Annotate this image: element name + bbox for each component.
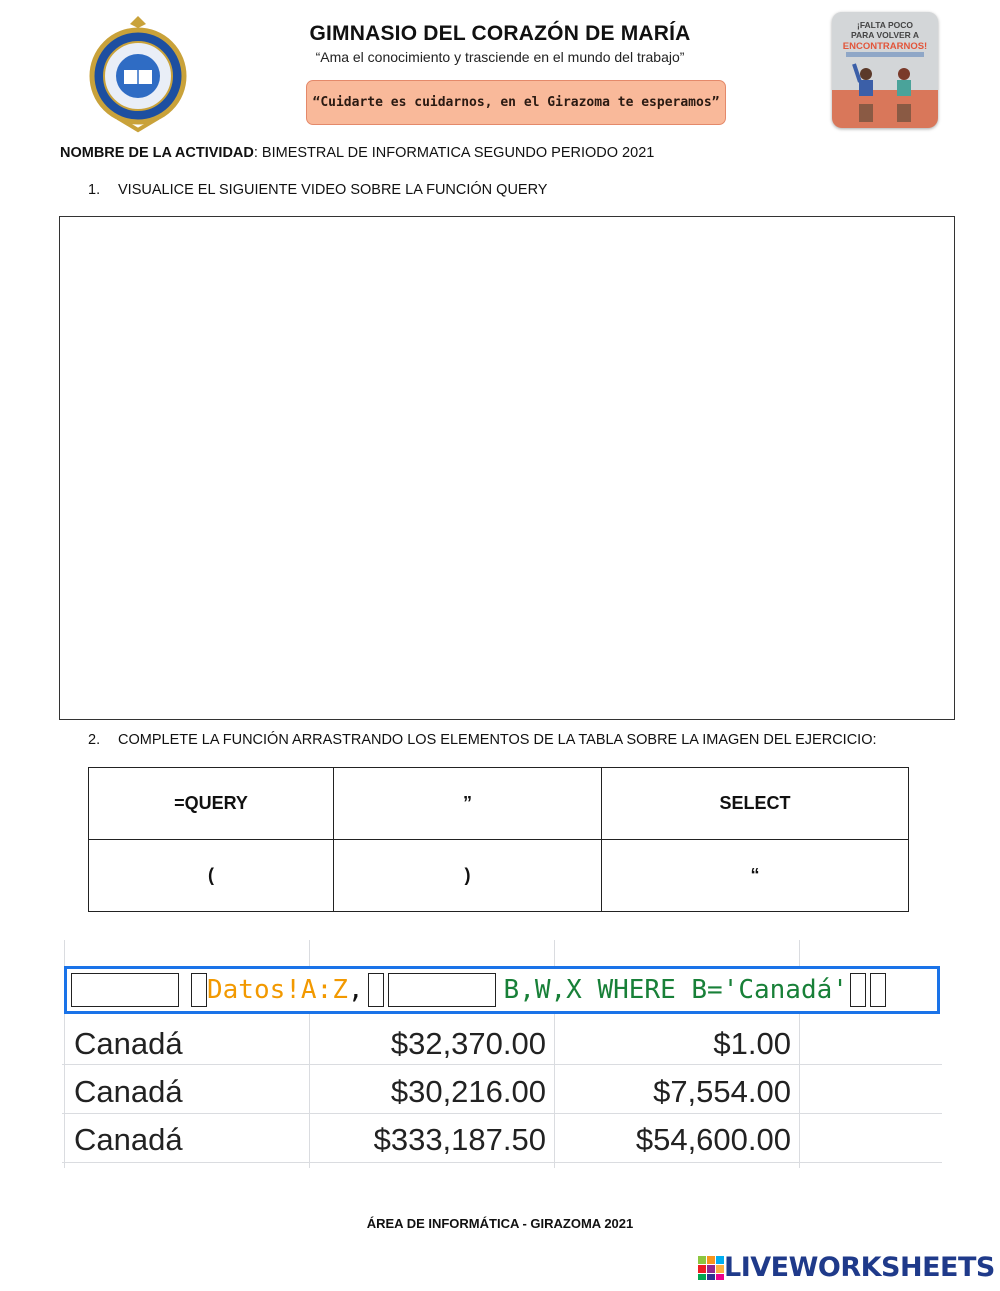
- drop-slot[interactable]: [368, 973, 384, 1007]
- tokens-row: [89, 768, 909, 840]
- question-1-text: VISUALICE EL SIGUIENTE VIDEO SOBRE LA FUNCIÓN QUERY: [118, 182, 548, 198]
- token-close-quote[interactable]: ”: [334, 768, 602, 840]
- question-1: [88, 182, 547, 198]
- drop-slot[interactable]: [850, 973, 866, 1007]
- grid-line: [62, 1113, 942, 1114]
- poster-line-1: ¡FALTA POCO: [856, 20, 914, 30]
- cell-amount: $333,187.50: [373, 1122, 546, 1157]
- formula-range: Datos!A:Z: [207, 975, 348, 1005]
- school-motto: “Ama el conocimiento y trasciende en el mundo del trabajo”: [315, 49, 685, 65]
- drop-slot[interactable]: [870, 973, 886, 1007]
- cell-amount: $32,370.00: [390, 1026, 546, 1061]
- school-name: GIMNASIO DEL CORAZÓN DE MARÍA: [309, 22, 691, 45]
- campaign-poster: [832, 12, 938, 128]
- cell-country: Canadá: [74, 1074, 183, 1109]
- school-logo: [88, 14, 188, 134]
- formula-query-text: B,W,X WHERE B='Canadá': [503, 975, 848, 1005]
- activity-name: [60, 145, 654, 161]
- cell-amount: $7,554.00: [653, 1074, 791, 1109]
- token-select[interactable]: SELECT: [602, 768, 909, 840]
- token-query[interactable]: =QUERY: [89, 768, 334, 840]
- cell-amount: $30,216.00: [390, 1074, 546, 1109]
- token-open-quote[interactable]: “: [602, 840, 909, 912]
- activity-value: : BIMESTRAL DE INFORMATICA SEGUNDO PERIODO 2021: [253, 145, 655, 161]
- poster-line-3: ENCONTRARNOS!: [842, 41, 928, 52]
- formula-comma: ,: [347, 975, 364, 1005]
- activity-label: NOMBRE DE LA ACTIVIDAD: [60, 145, 254, 161]
- liveworksheets-text: LIVEWORKSHEETS: [724, 1252, 995, 1283]
- question-2-number: 2.: [88, 732, 101, 748]
- question-2-text: COMPLETE LA FUNCIÓN ARRASTRANDO LOS ELEMENTOS DE LA TABLA SOBRE LA IMAGEN DEL EJERCICIO:: [118, 732, 877, 748]
- tokens-table: [88, 767, 909, 912]
- tokens-row: [89, 840, 909, 912]
- question-2: [88, 732, 877, 748]
- poster-line-2: PARA VOLVER A: [850, 30, 920, 40]
- cell-amount: $54,600.00: [635, 1122, 791, 1157]
- liveworksheets-watermark: [698, 1252, 995, 1283]
- grid-line: [62, 1064, 942, 1065]
- liveworksheets-logo-icon: [698, 1255, 724, 1281]
- cell-country: Canadá: [74, 1026, 183, 1061]
- spreadsheet-exercise: [62, 940, 942, 1170]
- footer-text: ÁREA DE INFORMÁTICA - GIRAZOMA 2021: [366, 1216, 634, 1231]
- cell-amount: $1.00: [713, 1026, 791, 1061]
- cell-country: Canadá: [74, 1122, 183, 1157]
- formula-bar: [64, 966, 940, 1014]
- grid-line: [62, 1162, 942, 1163]
- question-1-number: 1.: [88, 182, 101, 198]
- video-placeholder[interactable]: [59, 216, 955, 720]
- drop-slot[interactable]: [191, 973, 207, 1007]
- drop-slot[interactable]: [71, 973, 179, 1007]
- drop-slot[interactable]: [388, 973, 496, 1007]
- slogan-banner: “Cuidarte es cuidarnos, en el Girazoma te esperamos”: [306, 80, 726, 125]
- token-open-paren[interactable]: (: [89, 840, 334, 912]
- token-close-paren[interactable]: ): [334, 840, 602, 912]
